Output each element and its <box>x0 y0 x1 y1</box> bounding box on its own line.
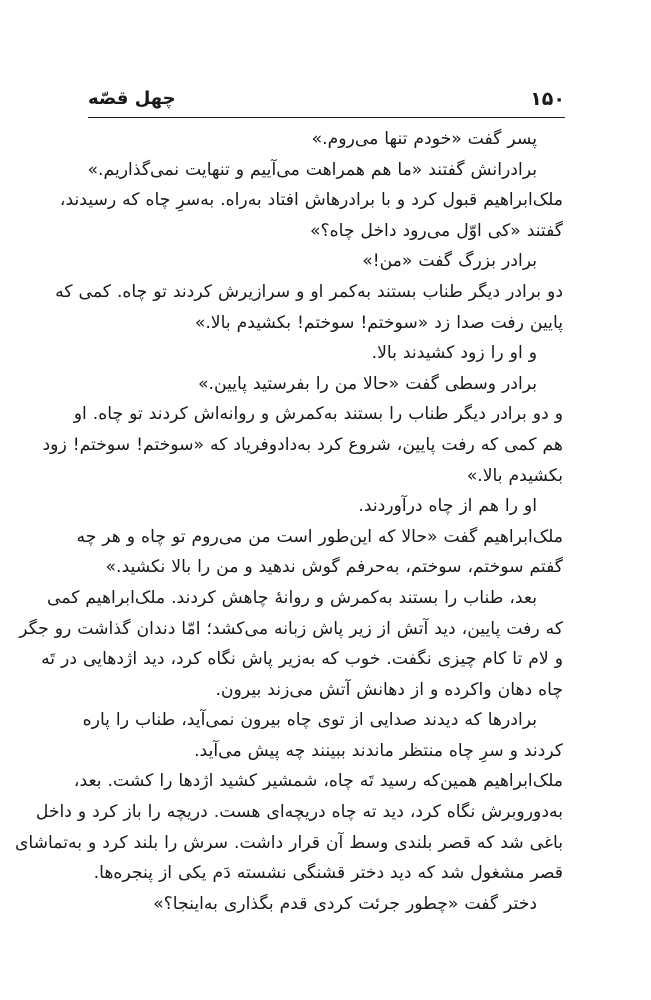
text-line: گفتند «کی اوّل می‌رود داخل چاه؟» <box>309 220 563 241</box>
text-line: او را هم از چاه درآوردند. <box>358 496 537 517</box>
text-line: گفتم سوختم، سوختم، به‌حرفم گوش ندهید و من را بالا نکشید.» <box>105 557 563 578</box>
text-line: بکشیدم بالا.» <box>466 465 563 486</box>
text-line: به‌دوروبرش نگاه کرد، دید ته چاه دریچه‌ای هست. دریچه را باز کرد و داخل <box>35 802 563 823</box>
text-line: و لام تا کام چیزی نگفت. خوب که به‌زیر پاش نگاه کرد، دید اژدهایی در تَه <box>41 649 563 670</box>
text-line: برادرانش گفتند «ما هم همراهت می‌آییم و تنهایت نمی‌گذاریم.» <box>87 159 537 180</box>
running-title: چهل قصّه <box>88 88 176 109</box>
text-line: ملک‌ابراهیم قبول کرد و با برادرهاش افتاد به‌راه. به‌سرِ چاه که رسیدند، <box>59 190 563 211</box>
text-line: کردند و سرِ چاه منتظر ماندند ببینند چه پیش می‌آید. <box>194 740 563 761</box>
text-line: هم کمی که رفت پایین، شروع کرد به‌دادوفریاد که «سوختم! سوختم! زود <box>42 434 563 455</box>
text-line: و دو برادر دیگر طناب را بستند به‌کمرش و روانه‌اش کردند تو چاه. او <box>73 404 563 425</box>
text-line: برادر بزرگ گفت «من!» <box>362 251 537 272</box>
text-line: قصر مشغول شد که دید دختر قشنگی نشسته دَم یکی از پنجره‌ها. <box>93 863 563 884</box>
text-line: ملک‌ابراهیم گفت «حالا که این‌طور است من می‌روم تو چاه و هر چه <box>76 526 563 547</box>
page-header <box>88 84 565 116</box>
story-text <box>14 124 563 919</box>
text-line: که رفت پایین، دید آتش از زیر پاش زبانه می‌کشد؛ امّا دندان گذاشت رو جگر <box>19 618 563 639</box>
text-line: چاه دهان واکرده و از دهانش آتش می‌زند بیرون. <box>215 679 563 700</box>
text-line: و او را زود کشیدند بالا. <box>371 343 537 364</box>
text-line: پایین رفت صدا زد «سوختم! سوختم! بکشیدم بالا.» <box>194 312 563 333</box>
text-line: باغی شد که قصر بلندی وسط آن قرار داشت. سرش را بلند کرد و به‌تماشای <box>14 832 563 853</box>
text-line: پسر گفت «خودم تنها می‌روم.» <box>311 129 537 149</box>
header-rule <box>88 117 565 118</box>
text-line: دختر گفت «چطور جرئت کردی قدم بگذاری به‌اینجا؟» <box>153 893 537 914</box>
text-line: دو برادر دیگر طناب بستند به‌کمر او و سرازیرش کردند تو چاه. کمی که <box>55 281 563 302</box>
text-line: برادر وسطی گفت «حالا من را بفرستید پایین.» <box>198 373 537 394</box>
text-line: ملک‌ابراهیم همین‌که رسید تَه چاه، شمشیر کشید اژدها را کشت. بعد، <box>73 771 563 792</box>
text-line: برادرها که دیدند صدایی از توی چاه بیرون نمی‌آید، طناب را پاره <box>82 710 537 731</box>
text-line: بعد، طناب را بستند به‌کمرش و روانهٔ چاهش کردند. ملک‌ابراهیم کمی <box>46 587 537 608</box>
page-number: ۱۵۰ <box>530 88 565 110</box>
